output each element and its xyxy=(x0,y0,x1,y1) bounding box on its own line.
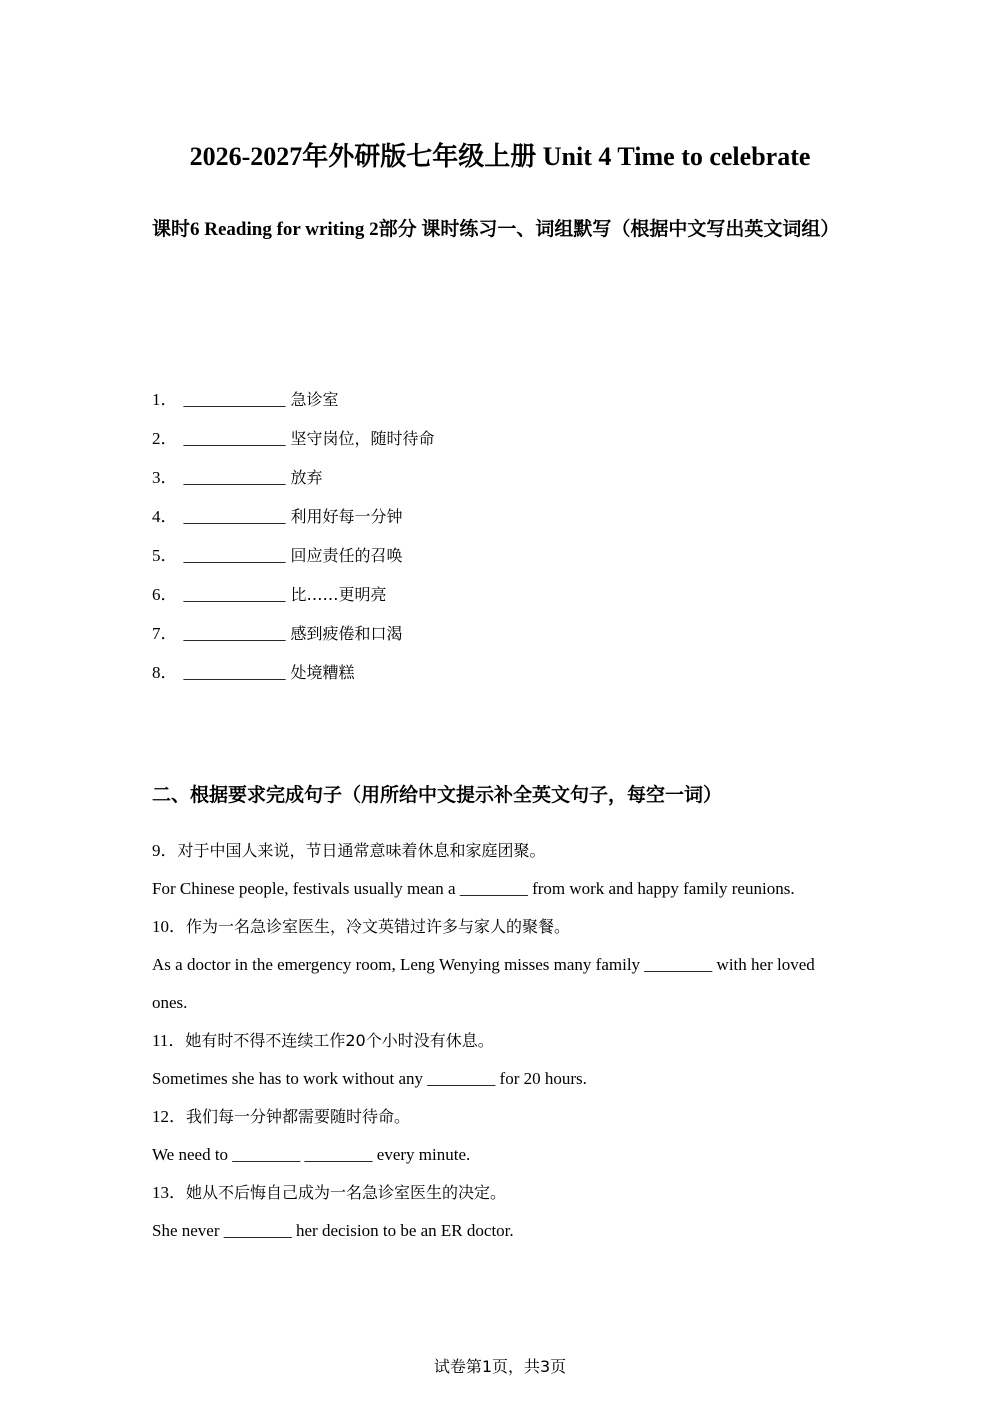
item-number: 2． xyxy=(152,429,178,448)
item-number: 3． xyxy=(152,468,178,487)
phrase-list xyxy=(152,380,852,692)
item-prompt: 放弃 xyxy=(290,468,323,487)
answer-blank: ____________ xyxy=(183,585,286,604)
list-item xyxy=(152,380,852,419)
question-chinese: 她从不后悔自己成为一名急诊室医生的决定。 xyxy=(186,1183,507,1202)
item-prompt: 比……更明亮 xyxy=(290,585,387,604)
document-title: 2026-2027年外研版七年级上册 Unit 4 Time to celebrate xyxy=(189,142,811,171)
list-item xyxy=(152,575,852,614)
item-prompt: 处境糟糕 xyxy=(290,663,355,682)
item-number: 7． xyxy=(152,624,178,643)
question-english: As a doctor in the emergency room, Leng Wenying misses many family ________ with her loved ones. xyxy=(152,955,815,1012)
item-number: 1． xyxy=(152,390,178,409)
answer-blank: ____________ xyxy=(183,429,286,448)
question xyxy=(152,908,852,1022)
item-number: 6． xyxy=(152,585,178,604)
question-chinese: 她有时不得不连续工作20个小时没有休息。 xyxy=(185,1031,494,1050)
answer-blank: ____________ xyxy=(183,390,286,409)
question-english: For Chinese people, festivals usually mean a ________ from work and happy family reunions. xyxy=(152,879,795,898)
item-number: 8． xyxy=(152,663,178,682)
question-number: 13． xyxy=(152,1183,186,1202)
question-chinese: 我们每一分钟都需要随时待命。 xyxy=(186,1107,411,1126)
question-number: 11． xyxy=(152,1031,186,1050)
list-item xyxy=(152,458,852,497)
answer-blank: ____________ xyxy=(183,546,286,565)
section-heading-phrases: 课时6 Reading for writing 2部分 课时练习一、词组默写（根据中文写出英文词组） xyxy=(152,219,840,240)
question-number: 10． xyxy=(152,917,186,936)
question-chinese: 作为一名急诊室医生，冷文英错过许多与家人的聚餐。 xyxy=(186,917,571,936)
section-heading-sentences: 二、根据要求完成句子（用所给中文提示补全英文句子，每空一词） xyxy=(152,785,723,806)
sentence-list xyxy=(152,832,852,1250)
page-footer: 试卷第1页，共3页 xyxy=(433,1357,567,1376)
item-prompt: 回应责任的召唤 xyxy=(290,546,403,565)
question-english: We need to ________ ________ every minute. xyxy=(152,1145,471,1164)
question xyxy=(152,1022,852,1098)
question xyxy=(152,832,852,908)
question-english: Sometimes she has to work without any ________ for 20 hours. xyxy=(152,1069,587,1088)
list-item xyxy=(152,536,852,575)
item-prompt: 利用好每一分钟 xyxy=(290,507,403,526)
question xyxy=(152,1098,852,1174)
item-number: 4． xyxy=(152,507,178,526)
question xyxy=(152,1174,852,1250)
question-number: 12． xyxy=(152,1107,186,1126)
item-prompt: 急诊室 xyxy=(290,390,339,409)
question-chinese: 对于中国人来说，节日通常意味着休息和家庭团聚。 xyxy=(177,841,546,860)
item-prompt: 坚守岗位，随时待命 xyxy=(290,429,435,448)
question-number: 9． xyxy=(152,841,178,860)
answer-blank: ____________ xyxy=(183,624,286,643)
list-item xyxy=(152,614,852,653)
question-english: She never ________ her decision to be an ER doctor. xyxy=(152,1221,514,1240)
list-item xyxy=(152,419,852,458)
answer-blank: ____________ xyxy=(183,507,286,526)
item-number: 5． xyxy=(152,546,178,565)
list-item xyxy=(152,497,852,536)
answer-blank: ____________ xyxy=(183,468,286,487)
item-prompt: 感到疲倦和口渴 xyxy=(290,624,403,643)
answer-blank: ____________ xyxy=(183,663,286,682)
list-item xyxy=(152,653,852,692)
